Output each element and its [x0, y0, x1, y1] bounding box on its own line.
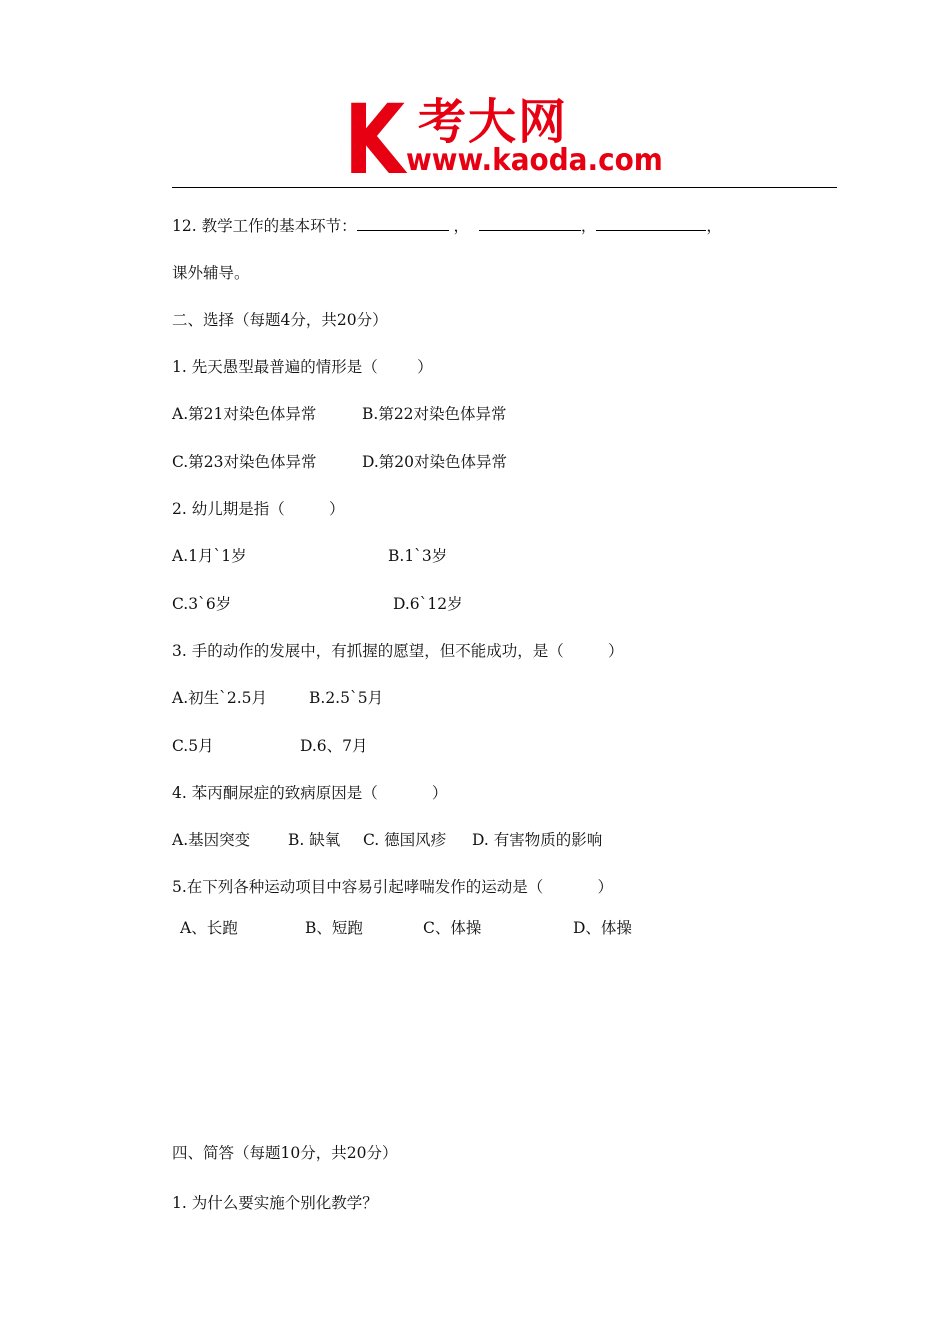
- separator: ，: [580, 217, 597, 235]
- option-d: D. 有害物质的影响: [472, 831, 603, 849]
- option-d: D.6、7月: [300, 737, 368, 755]
- choice-question-1: 1. 先天愚型最普遍的情形是（ ）: [172, 358, 433, 376]
- question-12-text: 12. 教学工作的基本环节：: [172, 217, 357, 235]
- option-d: D.6`12岁: [393, 595, 463, 613]
- separator: ，: [448, 217, 479, 235]
- option-b: B.2.5`5月: [309, 689, 384, 707]
- option-a: A.初生`2.5月: [172, 689, 268, 707]
- option-c: C.第23对染色体异常: [172, 453, 317, 471]
- choice-question-5: 5.在下列各种运动项目中容易引起哮喘发作的运动是（ ）: [172, 878, 613, 896]
- option-b: B. 缺氧: [288, 831, 341, 849]
- answer-blank: [479, 216, 581, 231]
- logo-chinese-text: 考大网: [418, 94, 569, 150]
- option-a: A.基因突变: [172, 831, 251, 849]
- option-b: B.1`3岁: [388, 547, 448, 565]
- choice-question-3: 3. 手的动作的发展中，有抓握的愿望，但不能成功，是（ ）: [172, 642, 624, 660]
- kaoda-logo: [344, 84, 674, 196]
- logo-k-letter: K: [344, 84, 406, 196]
- option-a: A.1月`1岁: [172, 547, 247, 565]
- short-answer-question-1: 1. 为什么要实施个别化教学？: [172, 1194, 378, 1212]
- separator: ，: [706, 217, 722, 235]
- option-d: D、体操: [573, 919, 632, 937]
- answer-blank: [596, 216, 706, 231]
- option-b: B、短跑: [305, 919, 363, 937]
- option-c: C.5月: [172, 737, 214, 755]
- choice-question-4: 4. 苯丙酮尿症的致病原因是（ ）: [172, 784, 448, 802]
- option-b: B.第22对染色体异常: [362, 405, 507, 423]
- answer-blank: [357, 216, 449, 231]
- question-12: [172, 216, 722, 236]
- logo-url-text: www.kaoda.com: [406, 143, 663, 178]
- section-2-heading: 二、选择（每题4分，共20分）: [172, 311, 388, 329]
- choice-question-2: 2. 幼儿期是指（ ）: [172, 500, 345, 518]
- option-c: C、体操: [423, 919, 482, 937]
- question-12-continuation: 课外辅导。: [172, 264, 250, 282]
- option-c: C. 德国风疹: [363, 831, 447, 849]
- section-4-heading: 四、简答（每题10分，共20分）: [172, 1144, 398, 1162]
- option-d: D.第20对染色体异常: [362, 453, 508, 471]
- option-c: C.3`6岁: [172, 595, 232, 613]
- header-divider: [172, 187, 837, 188]
- option-a: A、长跑: [180, 919, 238, 937]
- option-a: A.第21对染色体异常: [172, 405, 317, 423]
